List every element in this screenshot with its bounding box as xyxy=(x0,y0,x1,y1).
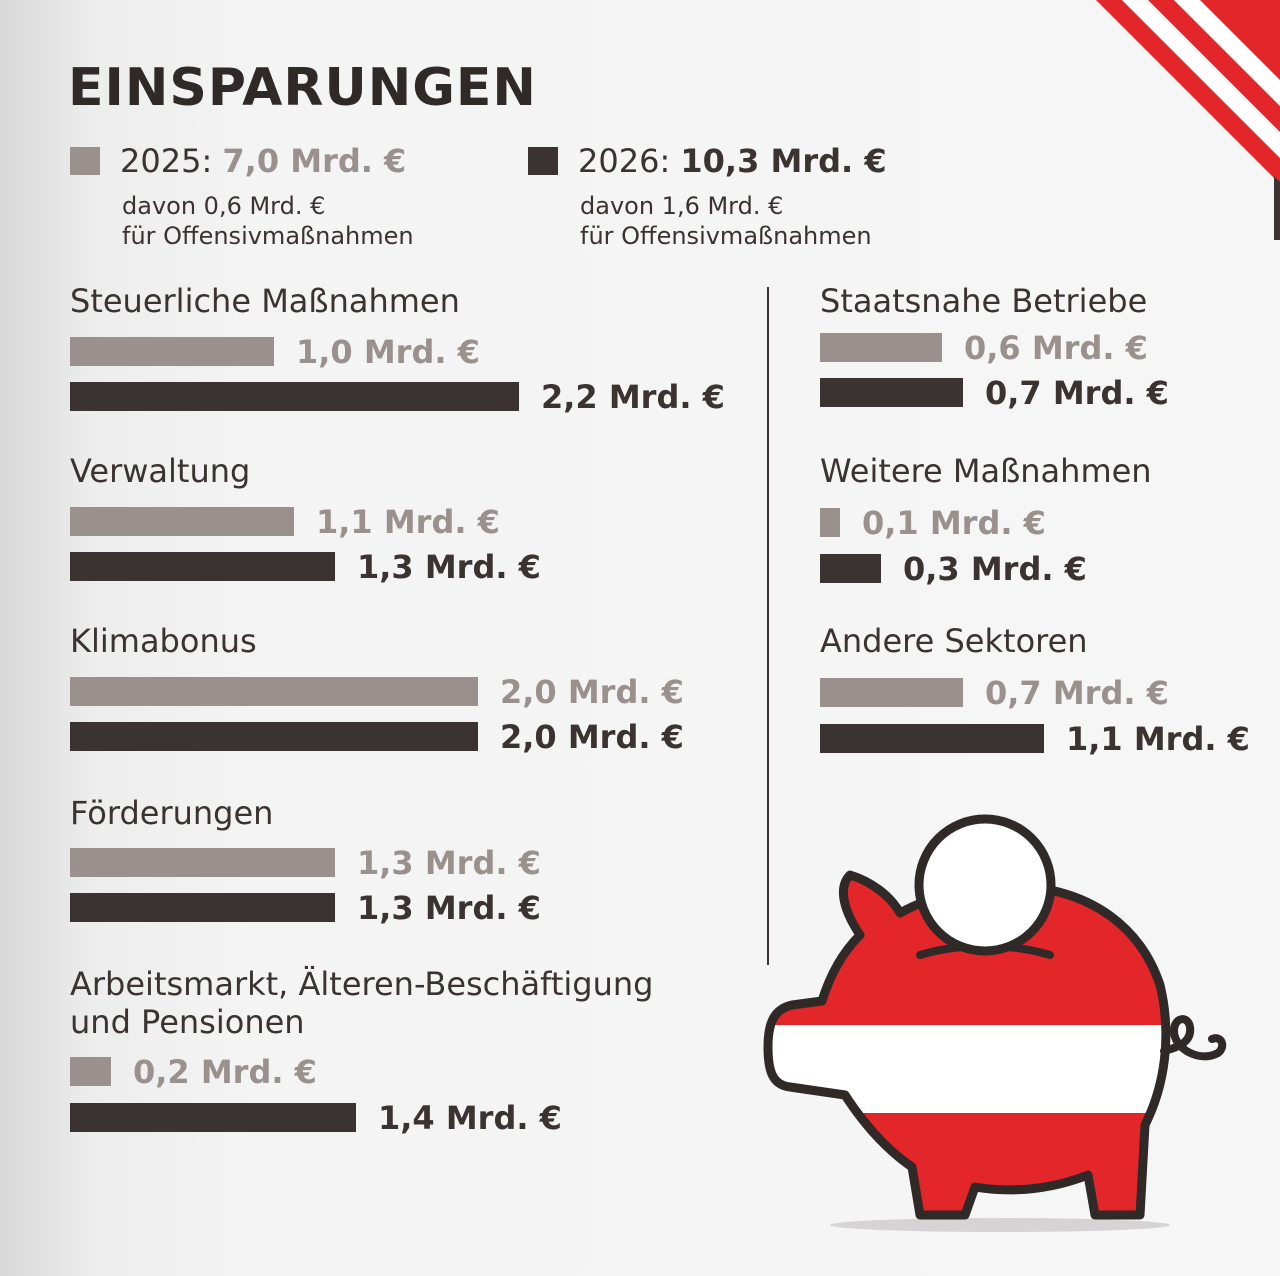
legend-separator: : xyxy=(201,142,213,180)
legend-line-2025 xyxy=(120,143,406,179)
bar-2026 xyxy=(820,724,1044,753)
category-label: Verwaltung xyxy=(70,452,251,490)
legend-swatch-2025 xyxy=(70,147,100,175)
coin-icon xyxy=(919,819,1051,951)
category-label: Staatsnahe Betriebe xyxy=(820,282,1148,320)
legend-year: 2026 xyxy=(578,142,660,180)
bar-2025 xyxy=(70,337,274,366)
value-label-2026: 2,2 Mrd. € xyxy=(541,378,725,416)
legend-sub2: für Offensivmaßnahmen xyxy=(580,222,872,250)
bar-2025 xyxy=(820,678,963,707)
value-label-2026: 0,7 Mrd. € xyxy=(985,374,1169,412)
legend-total: 10,3 Mrd. € xyxy=(680,142,887,180)
value-label-2026: 2,0 Mrd. € xyxy=(500,718,684,756)
bar-2026 xyxy=(820,378,963,407)
piggy-bank-icon xyxy=(760,795,1240,1255)
bar-2026 xyxy=(70,893,335,922)
value-label-2025: 1,0 Mrd. € xyxy=(296,333,480,371)
legend-total: 7,0 Mrd. € xyxy=(222,142,407,180)
value-label-2025: 0,2 Mrd. € xyxy=(133,1053,317,1091)
legend-swatch-2026 xyxy=(528,147,558,175)
value-label-2026: 1,3 Mrd. € xyxy=(357,548,541,586)
value-label-2025: 1,1 Mrd. € xyxy=(316,503,500,541)
legend-sub1: davon 1,6 Mrd. € xyxy=(580,192,784,220)
value-label-2026: 1,4 Mrd. € xyxy=(378,1099,562,1137)
legend-sub1: davon 0,6 Mrd. € xyxy=(122,192,326,220)
category-label: Klimabonus xyxy=(70,622,257,660)
value-label-2025: 0,1 Mrd. € xyxy=(862,504,1046,542)
bar-2026 xyxy=(70,382,519,411)
legend-separator: : xyxy=(659,142,671,180)
legend-sub-2026 xyxy=(580,191,872,251)
chart-title: EINSPARUNGEN xyxy=(68,58,537,118)
value-label-2025: 0,6 Mrd. € xyxy=(964,329,1148,367)
bar-2025 xyxy=(70,848,335,877)
category-label: Förderungen xyxy=(70,794,274,832)
value-label-2025: 1,3 Mrd. € xyxy=(357,844,541,882)
bar-2026 xyxy=(70,722,478,751)
legend-sub2: für Offensivmaßnahmen xyxy=(122,222,414,250)
bar-2026 xyxy=(70,552,335,581)
bar-2026 xyxy=(70,1103,356,1132)
category-label: Arbeitsmarkt, Älteren-Beschäftigung und Pensionen xyxy=(70,965,654,1041)
legend-line-2026 xyxy=(578,143,887,179)
bar-2025 xyxy=(70,677,478,706)
bar-2025 xyxy=(820,333,942,362)
bar-2026 xyxy=(820,554,881,583)
bar-2025 xyxy=(820,508,840,537)
value-label-2025: 2,0 Mrd. € xyxy=(500,673,684,711)
value-label-2026: 1,1 Mrd. € xyxy=(1066,720,1250,758)
legend-year: 2025 xyxy=(120,142,202,180)
category-label: Steuerliche Maßnahmen xyxy=(70,282,460,320)
bar-2025 xyxy=(70,507,294,536)
category-label: Weitere Maßnahmen xyxy=(820,452,1152,490)
legend-sub-2025 xyxy=(122,191,414,251)
value-label-2026: 1,3 Mrd. € xyxy=(357,889,541,927)
category-label: Andere Sektoren xyxy=(820,622,1088,660)
bar-2025 xyxy=(70,1057,111,1086)
value-label-2026: 0,3 Mrd. € xyxy=(903,550,1087,588)
value-label-2025: 0,7 Mrd. € xyxy=(985,674,1169,712)
